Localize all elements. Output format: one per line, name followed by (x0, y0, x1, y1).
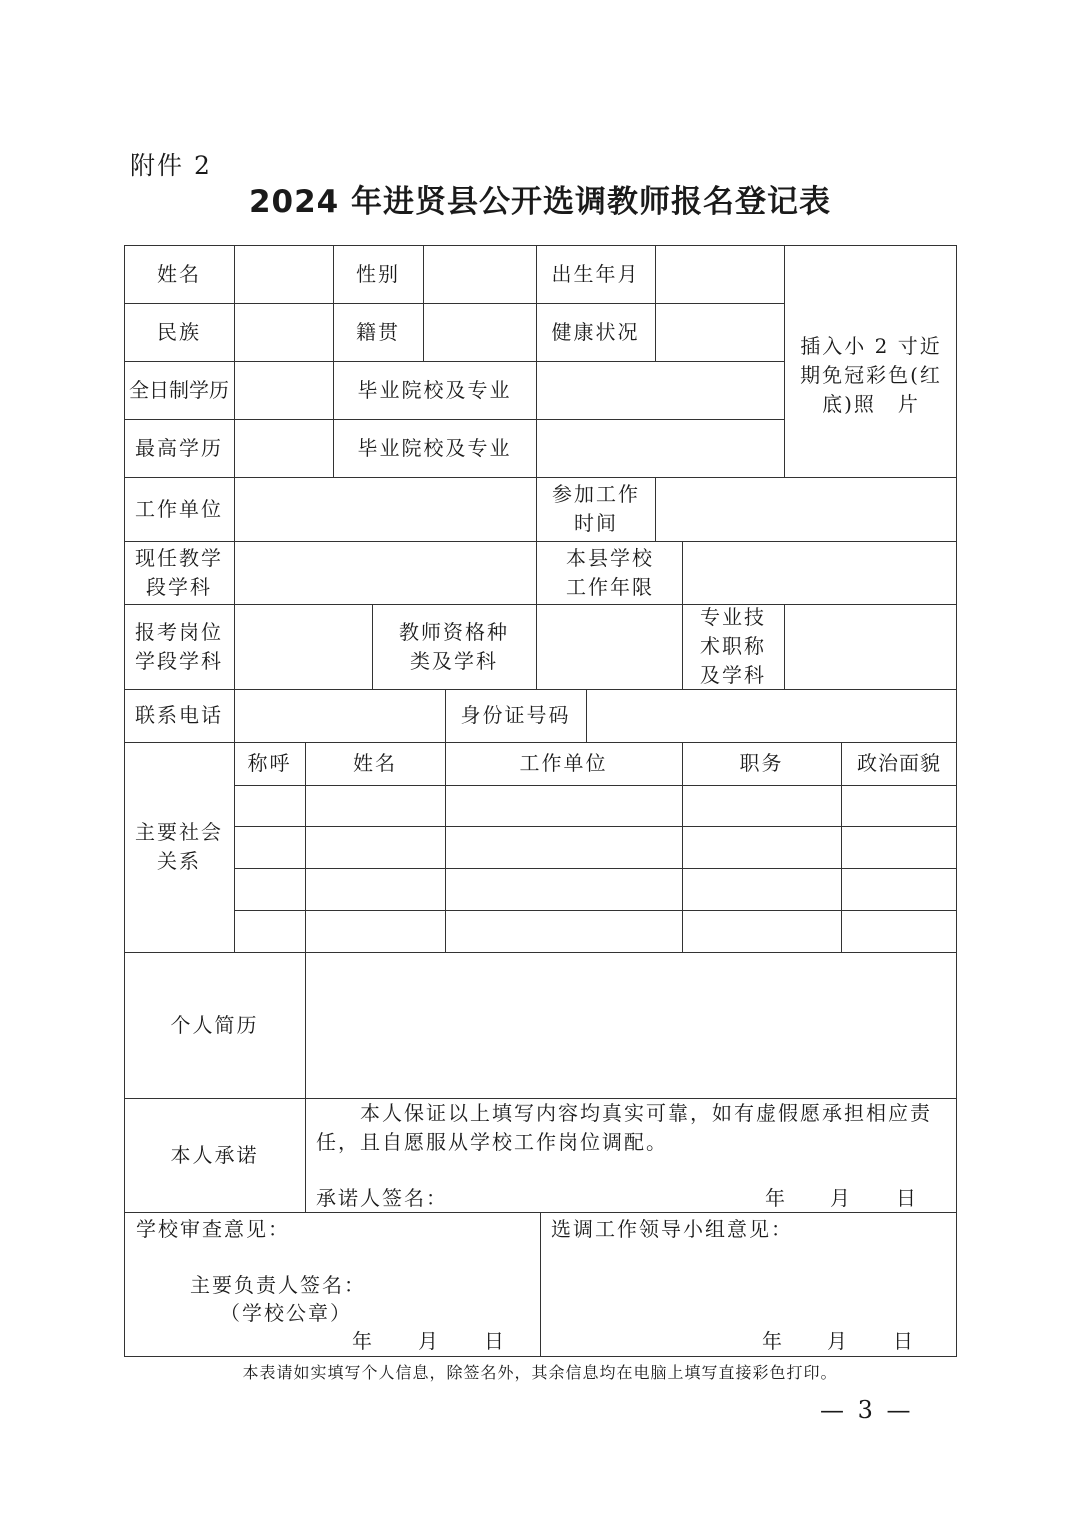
leader-review-label: 选调工作领导小组意见： (551, 1217, 793, 1241)
school-seal-label: （学校公章） (220, 1301, 352, 1325)
health-field[interactable] (655, 303, 784, 361)
footer-note: 本表请如实填写个人信息，除签名外，其余信息均在电脑上填写直接彩色打印。 (242, 1363, 838, 1382)
county-years-field[interactable] (682, 541, 957, 604)
principal-sign-label: 主要负责人签名： (190, 1273, 366, 1297)
work-unit-field[interactable] (234, 477, 536, 541)
relation-header-political-status: 政治面貌 (857, 751, 941, 775)
pledge-sign-label: 承诺人签名： (316, 1186, 448, 1210)
school-year: 年 (352, 1329, 374, 1353)
label-county-years: 本县学校工作年限 (566, 545, 654, 599)
attachment-label: 附件 2 (130, 151, 212, 180)
label-school-major-1: 毕业院校及专业 (357, 377, 512, 402)
pledge-text: 本人保证以上填写内容均真实可靠，如有虚假愿承担相应责任，且自愿服从学校工作岗位调配。 (316, 1101, 932, 1154)
col-line (784, 245, 785, 477)
col-line (540, 1212, 541, 1357)
relation-header-name: 姓名 (353, 751, 397, 775)
label-fulltime-edu: 全日制学历 (129, 377, 229, 402)
apply-post-field[interactable] (234, 604, 372, 689)
phone-field[interactable] (234, 689, 445, 742)
label-phone: 联系电话 (135, 703, 223, 727)
relation-header-position: 职务 (739, 751, 784, 775)
relation-row[interactable] (234, 785, 957, 826)
label-highest-edu: 最高学历 (135, 435, 223, 460)
school-month: 月 (418, 1329, 440, 1353)
label-gender: 性别 (356, 261, 400, 286)
work-start-field[interactable] (655, 477, 957, 541)
label-native-place: 籍贯 (356, 319, 400, 344)
label-work-unit: 工作单位 (135, 496, 223, 521)
label-ethnicity: 民族 (157, 319, 201, 344)
col-line (372, 604, 373, 689)
school-review-label: 学校审查意见： (136, 1217, 290, 1241)
leader-day: 日 (893, 1329, 915, 1353)
form-title: 2024 年进贤县公开选调教师报名登记表 (248, 184, 832, 220)
relation-row[interactable] (234, 868, 957, 910)
resume-field[interactable] (305, 952, 957, 1098)
pledge-year: 年 (765, 1186, 787, 1210)
label-qualification: 教师资格种类及学科 (399, 619, 509, 673)
school-major-2-field[interactable] (536, 419, 784, 477)
label-resume: 个人简历 (170, 1012, 259, 1037)
leader-year: 年 (762, 1329, 784, 1353)
relation-row[interactable] (234, 826, 957, 868)
school-day: 日 (484, 1329, 506, 1353)
label-pledge: 本人承诺 (170, 1142, 259, 1167)
birth-field[interactable] (655, 245, 784, 303)
ethnicity-field[interactable] (234, 303, 333, 361)
label-health: 健康状况 (551, 319, 640, 344)
label-birth: 出生年月 (551, 261, 640, 286)
label-title-rank: 专业技术职称及学科 (700, 605, 766, 687)
label-work-start: 参加工作时间 (552, 482, 640, 535)
relation-header-appellation: 称呼 (247, 751, 292, 775)
qualification-field[interactable] (536, 604, 682, 689)
current-teaching-field[interactable] (234, 541, 536, 604)
title-rank-field[interactable] (784, 604, 957, 689)
relation-row[interactable] (234, 910, 957, 952)
relation-header-work-unit: 工作单位 (519, 751, 608, 775)
pledge-day: 日 (896, 1186, 918, 1210)
label-name: 姓名 (157, 261, 201, 286)
name-field[interactable] (234, 245, 333, 303)
label-social-relations: 主要社会关系 (135, 820, 223, 873)
pledge-month: 月 (830, 1186, 852, 1210)
native-place-field[interactable] (423, 303, 536, 361)
id-number-field[interactable] (586, 689, 957, 742)
page-number: — 3 — (820, 1396, 914, 1424)
label-id-number: 身份证号码 (460, 703, 571, 727)
label-apply-post: 报考岗位学段学科 (135, 619, 223, 673)
school-major-1-field[interactable] (536, 361, 784, 419)
label-current-teaching: 现任教学段学科 (135, 545, 223, 599)
fulltime-edu-field[interactable] (234, 361, 333, 419)
label-school-major-2: 毕业院校及专业 (357, 435, 512, 460)
photo-placeholder[interactable]: 插入小 2 寸近期免冠彩色(红底)照 片 (800, 333, 942, 416)
gender-field[interactable] (423, 245, 536, 303)
highest-edu-field[interactable] (234, 419, 333, 477)
leader-month: 月 (827, 1329, 849, 1353)
